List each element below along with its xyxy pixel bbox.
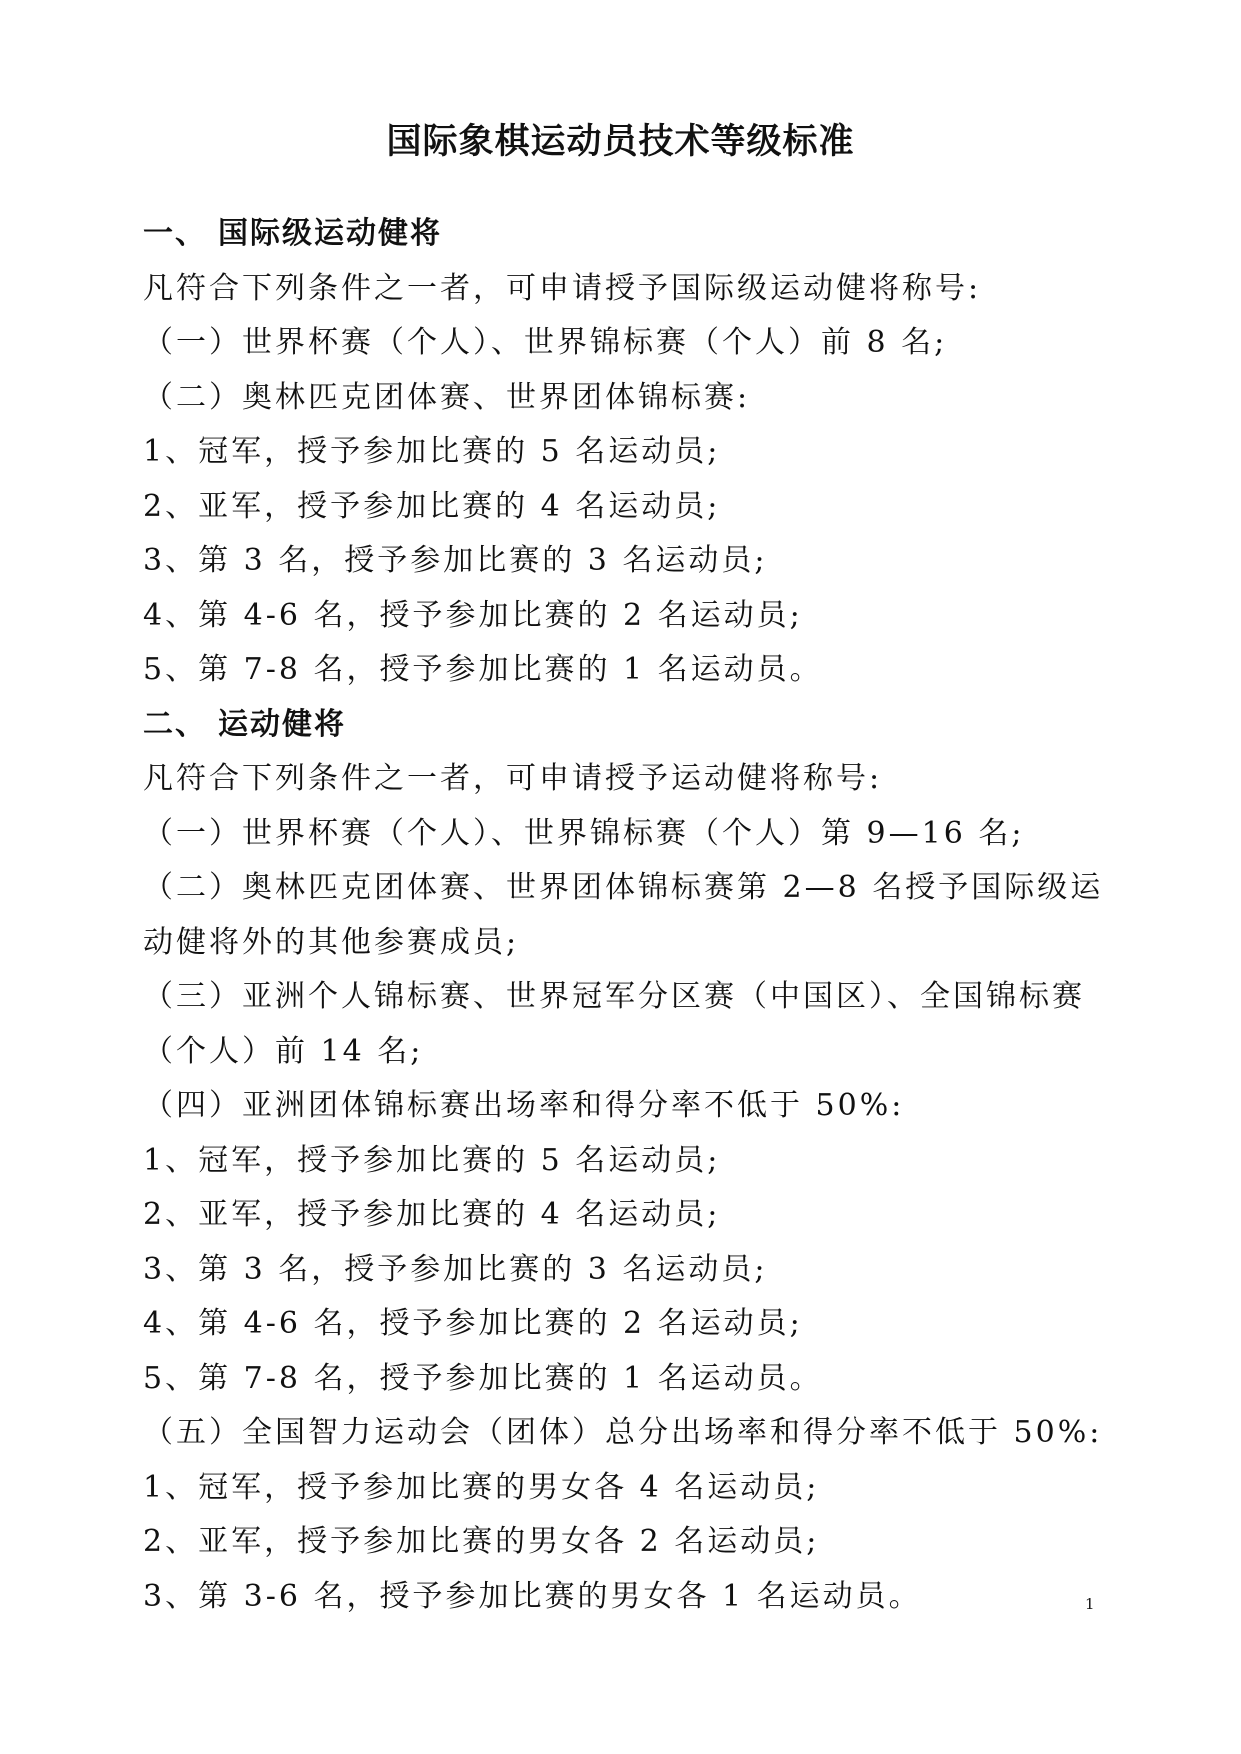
paragraph-line: 4、第 4-6 名，授予参加比赛的 2 名运动员;: [143, 1306, 803, 1341]
paragraph-line: 凡符合下列条件之一者，可申请授予运动健将称号:: [143, 761, 883, 796]
page-number: 1: [1085, 1595, 1095, 1613]
section-number: 二、: [143, 706, 207, 742]
paragraph-line: （五）全国智力运动会（团体）总分出场率和得分率不低于 50%:: [143, 1415, 1103, 1450]
paragraph-line: （三）亚洲个人锦标赛、世界冠军分区赛（中国区）、全国锦标赛: [143, 979, 1085, 1014]
paragraph-line: （四）亚洲团体锦标赛出场率和得分率不低于 50%:: [143, 1088, 905, 1123]
document-title: 国际象棋运动员技术等级标准: [386, 122, 855, 162]
section-title: 国际级运动健将: [218, 216, 442, 251]
paragraph-line: 3、第 3-6 名，授予参加比赛的男女各 1 名运动员。: [143, 1578, 922, 1614]
paragraph-line: （一）世界杯赛（个人）、世界锦标赛（个人）前 8 名;: [143, 325, 948, 360]
paragraph-line: 5、第 7-8 名，授予参加比赛的 1 名运动员。: [143, 1360, 823, 1396]
section-number: 一、: [143, 216, 207, 251]
paragraph-line: 2、亚军，授予参加比赛的男女各 2 名运动员;: [143, 1524, 820, 1559]
paragraph-line: 5、第 7-8 名，授予参加比赛的 1 名运动员。: [143, 652, 823, 687]
paragraph-line: 2、亚军，授予参加比赛的 4 名运动员;: [143, 488, 721, 524]
paragraph-line: 3、第 3 名，授予参加比赛的 3 名运动员;: [143, 1251, 768, 1287]
paragraph-line: （个人）前 14 名;: [143, 1033, 424, 1069]
paragraph-line: 凡符合下列条件之一者，可申请授予国际级运动健将称号:: [143, 270, 982, 306]
paragraph-line: 4、第 4-6 名，授予参加比赛的 2 名运动员;: [143, 597, 803, 633]
paragraph-line: 3、第 3 名，授予参加比赛的 3 名运动员;: [143, 543, 768, 578]
paragraph-line: 2、亚军，授予参加比赛的 4 名运动员;: [143, 1197, 721, 1232]
paragraph-line: （二）奥林匹克团体赛、世界团体锦标赛:: [143, 379, 751, 415]
document-body: [143, 207, 1103, 1624]
paragraph-line: 1、冠军，授予参加比赛的男女各 4 名运动员;: [143, 1469, 820, 1505]
paragraph-line: 1、冠军，授予参加比赛的 5 名运动员;: [143, 1142, 721, 1178]
paragraph-line: 1、冠军，授予参加比赛的 5 名运动员;: [143, 434, 721, 469]
paragraph-line: （一）世界杯赛（个人）、世界锦标赛（个人）第 9—16 名;: [143, 815, 1025, 851]
section-title: 运动健将: [218, 706, 346, 742]
paragraph-line: 动健将外的其他参赛成员;: [143, 924, 520, 960]
section-heading: [143, 698, 1103, 753]
paragraph-line: （二）奥林匹克团体赛、世界团体锦标赛第 2—8 名授予国际级运: [143, 870, 1104, 905]
section-heading: [143, 207, 1103, 262]
